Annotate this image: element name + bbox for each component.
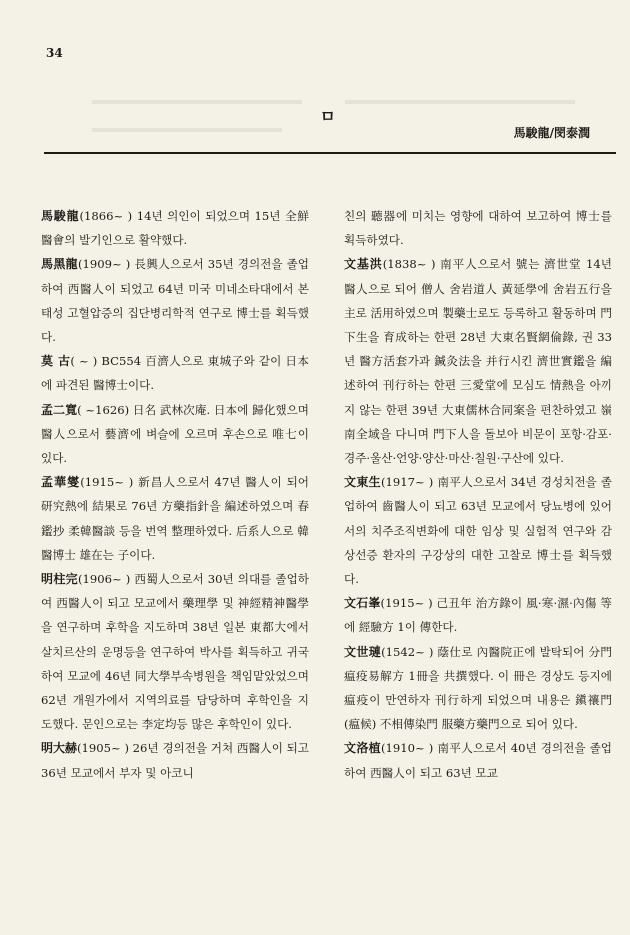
entry-text: (1915~ ) 己丑年 治方錄이 風·寒·濕·內傷 等에 經驗方 1이 傳한다. [344, 596, 612, 635]
running-head: 馬駿龍/閔泰潤 [513, 126, 590, 140]
entry-name: 文洛植 [344, 741, 382, 756]
left-column [41, 204, 309, 785]
entry [41, 204, 309, 252]
entry-text: 친의 聽器에 미치는 영향에 대하여 보고하여 博士를 획득하였다. [344, 209, 612, 248]
entry-text: (1905~ ) 26년 경의전을 거쳐 西醫人이 되고 36년 모교에서 부자 및 아코니 [41, 741, 309, 780]
entry-text: ( ~1626) 日名 武林次庵. 日本에 歸化했으며 醫人으로서 藝濟에 벼슬에 오르며 후손으로 唯七이 있다. [41, 402, 309, 466]
entry-text: (1906~ ) 西蜀人으로서 30년 의대를 졸업하여 西醫人이 되고 모교에서 藥理學 및 神經精神醫學을 연구하며 후학을 지도하며 38년 일본 東都大에서 살치르산의 운명등을 연구하여 박사를 획득하고 귀국하여 모교에 46년 同大學부속병원을 책임맡았었으며 62년 개원가에서 지역의료를 담당하며 후학인을 지도했다. 문인으로는 李定均등 많은 후학인이 있다. [41, 572, 309, 732]
entry-text: (1909~ ) 長興人으로서 35년 경의전을 졸업하여 西醫人이 되었고 64년 미국 미네소타대에서 본태성 고혈압증의 집단병리학적 연구로 博士를 획득했다. [41, 257, 309, 345]
bleed-through-line [92, 128, 282, 132]
page-number: 34 [46, 46, 63, 60]
entry-text: (1838~ ) 南平人으로서 號는 濟世堂 14년 醫人으로 되어 僧人 舍岩道人 黃延學에 舍岩五行을 主로 活用하였으며 製藥士로도 등록하고 활동하며 門下生을 育成하는 한편 28년 大東名賢網倫錄, 권 33년 醫方活套가과 鍼灸法을 并行시킨 濟世實鑑을 編述하여 刊行하는 한편 三愛堂에 모심도 情熱을 아끼지 않는 한편 39년 大東儒林合同案을 편찬하였고 嶺南全域을 다니며 門下人을 돌보아 비문이 포항·감포·경주·울산·언양·양산·마산·칠원·구산에 있다. [344, 257, 612, 466]
entry [344, 736, 612, 784]
entry-name: 文世璉 [344, 644, 382, 659]
entry-name: 明柱完 [41, 572, 79, 587]
entry [344, 591, 612, 639]
header-rule [44, 152, 616, 154]
entry [41, 349, 309, 397]
entry-continued [344, 204, 612, 252]
entry-text: (1915~ ) 新昌人으로서 47년 醫人이 되어 研究熱에 結果로 76년 方藥指針을 編述하였으며 春鑑抄 柔韓醫談 등을 번역 整理하였다. 后系人으로 韓醫博士 雄在는 子이다. [41, 475, 309, 562]
section-letter: ㅁ [320, 107, 336, 126]
entry [344, 640, 612, 737]
right-column [344, 204, 612, 785]
entry [344, 470, 612, 591]
entry [344, 252, 612, 470]
entry-name: 孟二寬 [41, 402, 78, 417]
entry-text: (1866~ ) 14년 의인이 되었으며 15년 全鮮醫會의 발기인으로 활약했다. [41, 209, 309, 248]
entry [41, 567, 309, 736]
bleed-through-line [345, 100, 575, 104]
entry-text: ( ~ ) BC554 百濟人으로 東城子와 같이 日本에 파견된 醫博士이다. [41, 354, 309, 393]
entry [41, 252, 309, 349]
entry-name: 文石峯 [344, 596, 381, 611]
entry-name: 馬駿龍 [41, 209, 80, 223]
entry [41, 398, 309, 471]
entry-text: (1542~ ) 蔭仕로 內醫院正에 발탁되어 分門瘟疫易解方 1冊을 共撰했다. 이 冊은 경상도 등지에 瘟疫이 만연하자 刊行하게 되었으며 내용은 鎭禳門(瘟候) 不相傳染門 服藥方藥門으로 되어 있다. [344, 644, 612, 732]
bleed-through-line [92, 100, 302, 104]
entry-name: 文東生 [344, 475, 382, 490]
entry-text: (1917~ ) 南平人으로서 34년 경성치전을 졸업하여 齒醫人이 되고 63년 모교에서 당뇨병에 있어서의 치주조직변화에 대한 임상 및 실험적 연구와 감상선증 환자의 구강상의 대한 고찰로 博士를 획득했다. [344, 475, 612, 587]
entry-name: 明大赫 [41, 741, 78, 756]
entry [41, 470, 309, 567]
entry-text: (1910~ ) 南平人으로서 40년 경의전을 졸업하여 西醫人이 되고 63년 모교 [344, 741, 612, 780]
entry-name: 馬黑龍 [41, 257, 79, 272]
entry-name: 孟華燮 [41, 475, 81, 490]
entry [41, 736, 309, 784]
entry-name: 文基洪 [344, 257, 383, 272]
entry-name: 莫 古 [41, 354, 71, 369]
